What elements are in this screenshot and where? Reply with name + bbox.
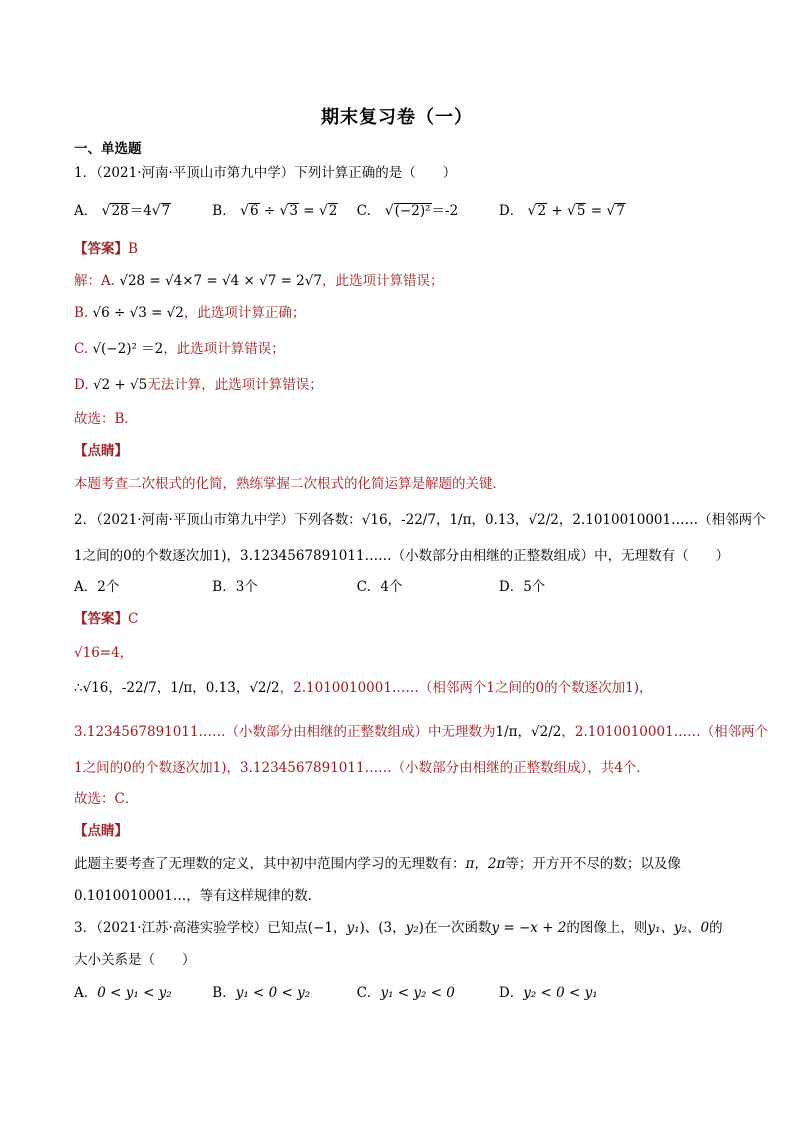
question-2-stem xyxy=(74,510,766,530)
solution-prefix: D. xyxy=(74,377,93,393)
radicand: 2 xyxy=(537,203,547,219)
option-label: B． xyxy=(212,985,236,1001)
stem-text: ，2.1010010001……（相邻两个 xyxy=(558,512,766,528)
question-2-stem-line2: 1之间的0的个数逐次加1)，3.1234567891011……（小数部分由相继的正整数组成）中，无理数有（ ） xyxy=(74,548,730,564)
solution-math: 1/π，√2/2 xyxy=(495,724,562,740)
comment-text: 等；开方开不尽的数；以及像 xyxy=(505,856,681,872)
operator: = xyxy=(298,203,319,219)
question-3-options xyxy=(74,983,724,1003)
page-title: 期末复习卷（一） xyxy=(321,107,473,128)
stem-text: 2．（2021·河南·平顶山市第九中学）下列各数： xyxy=(74,512,362,528)
radicand: 7 xyxy=(161,203,171,219)
q3-option-b xyxy=(212,983,352,1003)
solution-math: √2 + √5 xyxy=(92,377,148,393)
solution-prefix: 解：A. xyxy=(74,273,120,289)
q1-solution-c xyxy=(74,339,285,359)
option-math: y₁ < 0 < y₂ xyxy=(235,985,311,1001)
q3-option-a xyxy=(74,983,208,1003)
question-1-stem: 1．（2021·河南·平顶山市第九中学）下列计算正确的是（ ） xyxy=(74,165,457,181)
stem-math: y = −x + 2 xyxy=(491,920,567,936)
q1-choice: 故选：B． xyxy=(74,411,138,427)
solution-text: ，此选项计算错误； xyxy=(321,273,444,289)
solution-text: 3.1234567891011……（小数部分由相继的正整数组成）中无理数为 xyxy=(74,724,496,740)
answer-value: C xyxy=(128,611,139,627)
option-label: C． xyxy=(356,985,381,1001)
q2-comment-line1 xyxy=(74,854,681,874)
option-label: A． xyxy=(74,985,98,1001)
q1-comment: 本题考查二次根式的化简，熟练掌握二次根式的化简运算是解题的关键． xyxy=(74,476,506,492)
radicand: 7 xyxy=(616,203,625,219)
solution-text: ，此选项计算正确； xyxy=(183,305,306,321)
q1-option-c: C． √(−2)²＝-2 xyxy=(356,203,459,219)
q2-solution-1: √16=4， xyxy=(74,645,134,661)
solution-math: √6 ÷ √3 = √2 xyxy=(92,305,184,321)
stem-math: √16，-22/7，1/π，0.13̇，√2/2 xyxy=(361,512,559,528)
q2-option-c: C．4个 xyxy=(356,579,403,595)
answer-tag: 【答案】 xyxy=(74,611,128,627)
q2-option-d: D．5个 xyxy=(498,579,546,595)
q2-comment-tag: 【点睛】 xyxy=(74,823,128,839)
q2-solution-4: 1之间的0的个数逐次加1)，3.1234567891011……（小数部分由相继的正整数组成），共4个． xyxy=(74,760,650,776)
q2-solution-2 xyxy=(74,678,652,698)
solution-math: ∴√16，-22/7，1/π，0.13̇，√2/2 xyxy=(74,680,280,696)
question-3-stem xyxy=(74,918,723,938)
q3-option-c xyxy=(357,983,495,1003)
stem-math: y₂ xyxy=(405,920,419,936)
radicand: (−2)² xyxy=(394,203,431,219)
q2-choice: 故选：C． xyxy=(74,791,139,807)
option-text: ＝4 xyxy=(129,203,152,219)
solution-text: 无法计算，此选项计算错误； xyxy=(147,377,323,393)
q1-option-a: A． √28＝4√7 xyxy=(74,203,171,219)
solution-math: √28 = √4×7 = √4 × √7 = 2√7 xyxy=(119,273,322,289)
solution-math: √(−2)² ＝2 xyxy=(92,341,164,357)
radicand: 2 xyxy=(328,203,338,219)
option-math: y₁ < y₂ < 0 xyxy=(380,985,455,1001)
solution-text: ，此选项计算错误； xyxy=(163,341,285,357)
solution-prefix: B. xyxy=(74,305,93,321)
q1-solution-d xyxy=(74,375,323,395)
comment-text: 此题主要考查了无理数的定义，其中初中范围内学习的无理数有： xyxy=(74,856,466,872)
q2-option-b: B．3个 xyxy=(212,579,258,595)
radicand: 6 xyxy=(249,203,259,219)
option-math: 0 < y₁ < y₂ xyxy=(97,985,172,1001)
option-label: B． xyxy=(212,203,236,219)
q1-answer xyxy=(74,239,138,259)
question-3-stem-line2: 大小关系是（ ） xyxy=(74,952,196,968)
stem-math: y₁ xyxy=(346,920,360,936)
radicand: 5 xyxy=(576,203,586,219)
q2-answer xyxy=(74,609,138,629)
q1-option-d: D． √2 + √5 = √7 xyxy=(498,203,625,219)
stem-math: y₁、y₂、0 xyxy=(647,920,710,936)
q1-solution-b xyxy=(74,303,305,323)
question-1-options xyxy=(74,201,724,221)
radicand: 3 xyxy=(289,203,298,219)
q2-option-a: A．2个 xyxy=(74,579,120,595)
stem-text: )在一次函数 xyxy=(418,920,492,936)
q1-comment-tag: 【点睛】 xyxy=(74,443,128,459)
solution-text: ，2.1010010001……（相邻两个 xyxy=(561,724,769,740)
operator: ÷ xyxy=(259,203,280,219)
stem-text: 的 xyxy=(709,920,723,936)
solution-text: ，2.1010010001……（相邻两个1之间的0的个数逐次加1)， xyxy=(279,680,653,696)
q1-option-b: B． √6 ÷ √3 = √2 xyxy=(212,203,338,219)
stem-text: 的图像上，则 xyxy=(566,920,648,936)
q2-solution-3 xyxy=(74,722,768,742)
option-label: A． xyxy=(74,203,98,219)
q2-comment-line2: 0.1010010001…，等有这样规律的数． xyxy=(74,888,322,904)
q1-solution-a xyxy=(74,271,443,291)
operator: + xyxy=(547,203,567,219)
option-math: y₂ < 0 < y₁ xyxy=(523,985,598,1001)
question-2-options xyxy=(74,577,724,597)
option-label: C． xyxy=(356,203,381,219)
section-heading: 一、单选题 xyxy=(74,141,142,157)
operator: = xyxy=(586,203,607,219)
answer-value: B xyxy=(128,241,138,257)
radicand: 28 xyxy=(111,203,129,219)
stem-text: )、(3， xyxy=(359,920,406,936)
comment-math: π，2π xyxy=(465,856,506,872)
answer-tag: 【答案】 xyxy=(74,241,128,257)
option-label: D． xyxy=(498,203,524,219)
stem-text: 3．（2021·江苏·高港实验学校）已知点(−1， xyxy=(74,920,347,936)
option-label: D． xyxy=(498,985,524,1001)
solution-prefix: C. xyxy=(74,341,93,357)
option-text: ＝-2 xyxy=(431,203,459,219)
q3-option-d xyxy=(499,983,639,1003)
